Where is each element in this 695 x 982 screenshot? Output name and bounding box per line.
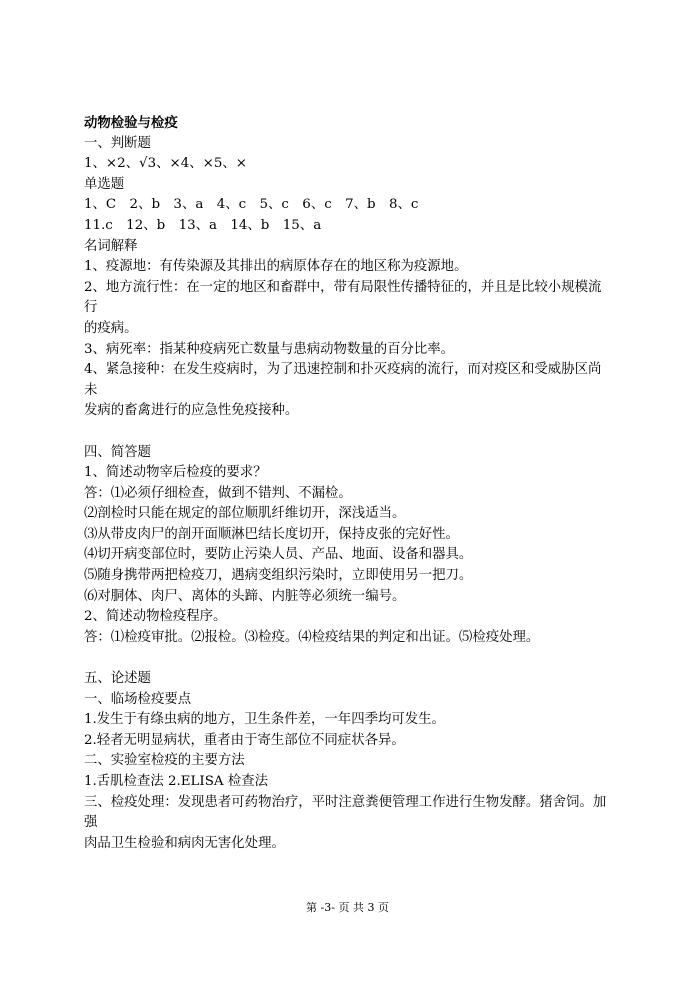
page-number-footer: 第 -3- 页 共 3 页	[306, 901, 389, 914]
short-answer-2-answer: 答：⑴检疫审批。⑵报检。⑶检疫。⑷检疫结果的判定和出证。⑸检疫处理。	[84, 629, 540, 645]
essay-point-2-1: 1.舌肌检查法 2.ELISA 检查法	[84, 774, 268, 789]
essay-subheading-3-line-1: 三、检疫处理：发现患者可药物治疗，平时注意粪便管理工作进行生物发酵。猪舍饲。加强	[84, 794, 607, 831]
document-body	[84, 113, 614, 854]
short-answer-1-point-3: ⑶从带皮肉尸的剖开面顺淋巴结长度切开，保持皮张的完好性。	[84, 526, 459, 542]
blank-line	[84, 422, 614, 443]
essay-subheading-3-line-2: 肉品卫生检验和病肉无害化处理。	[84, 835, 285, 851]
short-answer-1-point-5: ⑸随身携带两把检疫刀，遇病变组织污染时，立即使用另一把刀。	[84, 568, 473, 584]
section-heading-short-answer: 四、简答题	[84, 444, 151, 460]
term-item-2-line-1: 2、地方流行性：在一定的地区和畜群中，带有局限性传播特征的，并且是比较小规模流行	[84, 279, 602, 316]
essay-point-1-1: 1.发生于有绦虫病的地方，卫生条件差，一年四季均可发生。	[84, 712, 445, 728]
term-item-4-line-1: 4、紧急接种：在发生疫病时，为了迅速控制和扑灭疫病的流行，而对疫区和受威胁区尚未	[84, 362, 602, 398]
short-answer-1-point-1: 答：⑴必须仔细检查，做到不错判、不漏检。	[84, 485, 352, 501]
short-answer-question-2: 2、简述动物检疫程序。	[84, 609, 227, 625]
short-answer-1-point-6: ⑹对胴体、肉尸、离体的头蹄、内脏等必须统一编号。	[84, 588, 406, 604]
blank-line	[84, 648, 614, 669]
term-item-3: 3、病死率：指某种疫病死亡数量与患病动物数量的百分比率。	[84, 341, 455, 357]
single-choice-answers-line-2: 11.c 12、b 13、a 14、b 15、a	[84, 217, 322, 233]
essay-subheading-2: 二、实验室检疫的主要方法	[84, 753, 245, 769]
term-item-1: 1、疫源地：有传染源及其排出的病原体存在的地区称为疫源地。	[84, 259, 468, 275]
term-item-2-line-2: 的疫病。	[84, 320, 138, 336]
short-answer-1-point-2: ⑵剖检时只能在规定的部位顺肌纤维切开，深浅适当。	[84, 506, 406, 522]
section-heading-true-false: 一、判断题	[84, 135, 151, 151]
short-answer-1-point-4: ⑷切开病变部位时，要防止污染人员、产品、地面、设备和器具。	[84, 547, 473, 563]
short-answer-question-1: 1、简述动物宰后检疫的要求？	[84, 465, 267, 481]
single-choice-answers-line-1: 1、C 2、b 3、a 4、c 5、c 6、c 7、b 8、c	[84, 197, 419, 213]
essay-point-1-2: 2.轻者无明显病状，重者由于寄生部位不同症状各异。	[84, 732, 405, 748]
section-heading-essay: 五、论述题	[84, 671, 151, 687]
document-title: 动物检验与检疫	[84, 115, 178, 131]
section-heading-single-choice: 单选题	[84, 176, 125, 192]
section-heading-terms: 名词解释	[84, 238, 138, 254]
true-false-answers: 1、×2、√3、×4、×5、×	[84, 156, 247, 172]
term-item-4-line-2: 发病的畜禽进行的应急性免疫接种。	[84, 403, 299, 419]
essay-subheading-1: 一、临场检疫要点	[84, 691, 192, 707]
